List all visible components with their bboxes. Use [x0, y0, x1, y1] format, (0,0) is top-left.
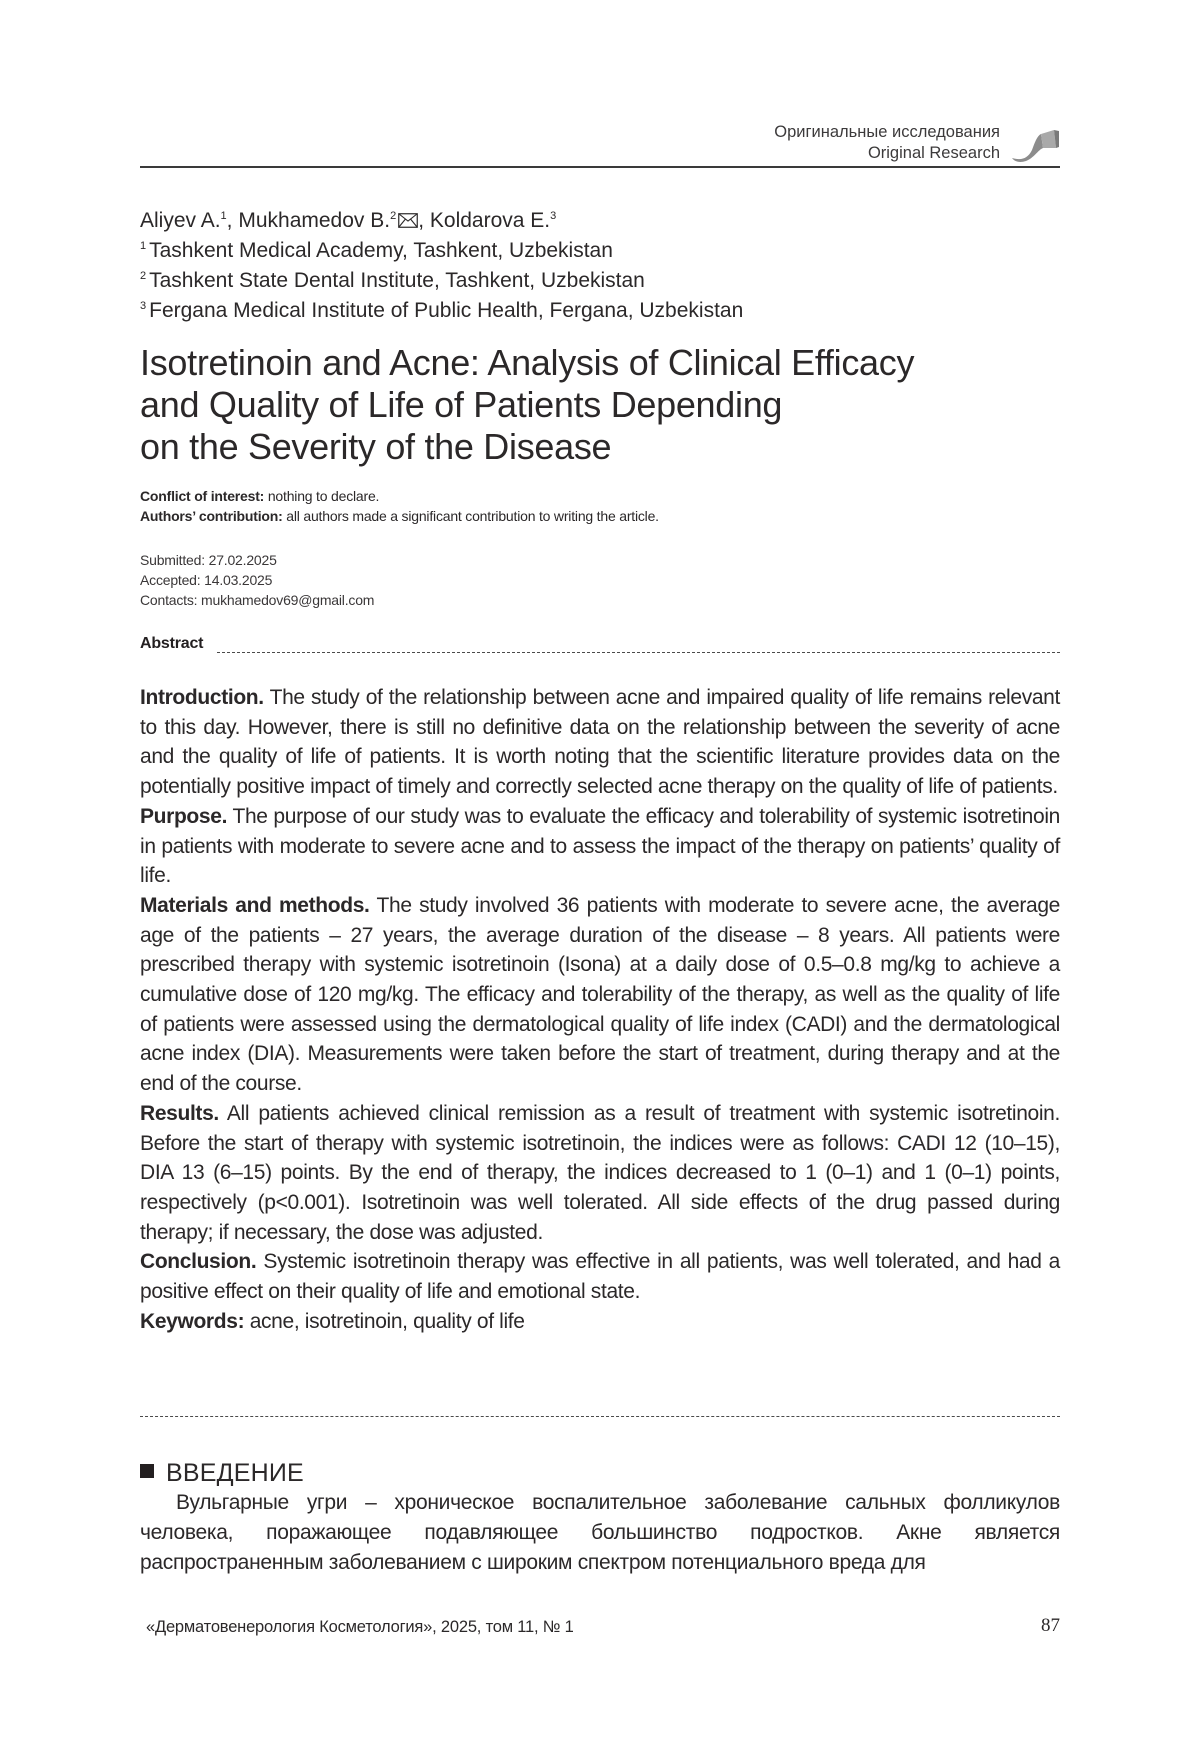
contact-email[interactable]: Contacts: mukhamedov69@gmail.com — [140, 592, 375, 608]
journal-citation: «Дерматовенерология Косметология», 2025, том 11, № 1 — [146, 1618, 574, 1636]
affiliation: $^1$ Tashkent Medical Academy, Tashkent, Uzbekistan — [140, 239, 613, 262]
author-list: Aliyev A.$^1$, Mukhamedov B.$^2$ , Koldarova E.$^3$ — [140, 209, 557, 232]
section-heading-introduction: ВВЕДЕНИЕ — [140, 1458, 304, 1488]
affiliation: $^3$ Fergana Medical Institute of Public Health, Fergana, Uzbekistan — [140, 299, 744, 322]
author-name: Mukhamedov B. — [238, 209, 391, 232]
abstract-results: Results. All patients achieved clinical remission as a result of treatment with systemic isotretinoin. Before the start of therapy with systemic isotretinoin, the indices were as follows: CADI 12 (10–15), DIA 13 (6–15) points. By the end of therapy, the indices decreased to 1 (0–1) and 1 (0–1) points, respectively (p<0.001). Isotretinoin was well tolerated. All side effects of the drug passed during therapy; if necessary, the dose was adjusted. — [140, 1101, 1060, 1244]
abstract-body — [140, 683, 1060, 1336]
abstract-conclusion: Conclusion. Systemic isotretinoin therapy was effective in all patients, was well tolerated, and had a positive effect on their quality of life and emotional state. — [140, 1250, 1060, 1304]
introduction-paragraph: Вульгарные угри – хроническое воспалительное заболевание сальных фолликулов человека, поражающее подавляющее большинство подростков. Акне является распространенным заболеванием с широким спектром потенциального вреда для — [140, 1491, 1060, 1574]
abstract-header — [140, 634, 1060, 656]
submitted-date: Submitted: 27.02.2025 — [140, 552, 277, 568]
article-title: Isotretinoin and Acne: Analysis of Clinical Efficacy and Quality of Life of Patients Depending on the Severity of the Disease — [140, 342, 915, 467]
abstract-label: Abstract — [140, 634, 206, 654]
authors-contribution: Authors’ contribution: all authors made a significant contribution to writing the article. — [140, 508, 659, 524]
envelope-icon[interactable] — [398, 213, 418, 228]
article-dates — [140, 550, 374, 610]
affiliation-marker: 2 — [390, 210, 397, 222]
author-name: Koldarova E. — [429, 209, 551, 232]
affiliation: $^2$ Tashkent State Dental Institute, Tashkent, Uzbekistan — [140, 269, 645, 292]
abstract-introduction: Introduction. The study of the relationship between acne and impaired quality of life remains relevant to this day. However, there is still no definitive data on the relationship between the severity of acne and the quality of life of patients. It is worth noting that the scientific literature provides data on the potentially positive impact of timely and correctly selected acne therapy on the quality of life of patients. — [140, 686, 1060, 799]
square-bullet-icon — [140, 1464, 154, 1478]
header-rule — [140, 166, 1060, 168]
page-number: 87 — [1041, 1615, 1060, 1636]
authors-block — [140, 206, 743, 326]
section-label — [774, 122, 1000, 164]
author-name: Aliyev A. — [140, 209, 221, 232]
conflict-of-interest: Conflict of interest: nothing to declare. — [140, 488, 380, 504]
article-declarations — [140, 486, 659, 526]
journal-ribbon-logo-icon — [1010, 128, 1060, 164]
affiliation-marker: 3 — [550, 210, 557, 222]
section-label-ru: Оригинальные исследования — [774, 123, 1000, 141]
article-page — [140, 0, 1060, 1764]
abstract-methods: Materials and methods. The study involved 36 patients with moderate to severe acne, the average age of the patients – 27 years, the average duration of the disease – 8 years. All patients were prescribed therapy with systemic isotretinoin (Isona) at a daily dose of 0.5–0.8 mg/kg to achieve a cumulative dose of 120 mg/kg. The efficacy and tolerability of the therapy, as well as the quality of life of patients were assessed using the dermatological quality of life index (CADI) and the dermatological acne index (DIA). Measurements were taken before the start of treatment, during therapy and at the end of the course. — [140, 893, 1060, 1096]
running-header — [140, 118, 1060, 168]
abstract-end-rule — [140, 1416, 1060, 1417]
abstract-rule — [217, 652, 1060, 653]
accepted-date: Accepted: 14.03.2025 — [140, 572, 273, 588]
affiliation-marker: 1 — [220, 210, 227, 222]
abstract-keywords: Keywords: acne, isotretinoin, quality of life — [140, 1309, 525, 1333]
abstract-purpose: Purpose. The purpose of our study was to evaluate the efficacy and tolerability of systemic isotretinoin in patients with moderate to severe acne and to assess the impact of the therapy on patients’ quality of life. — [140, 804, 1060, 888]
section-label-en: Original Research — [867, 144, 1000, 162]
